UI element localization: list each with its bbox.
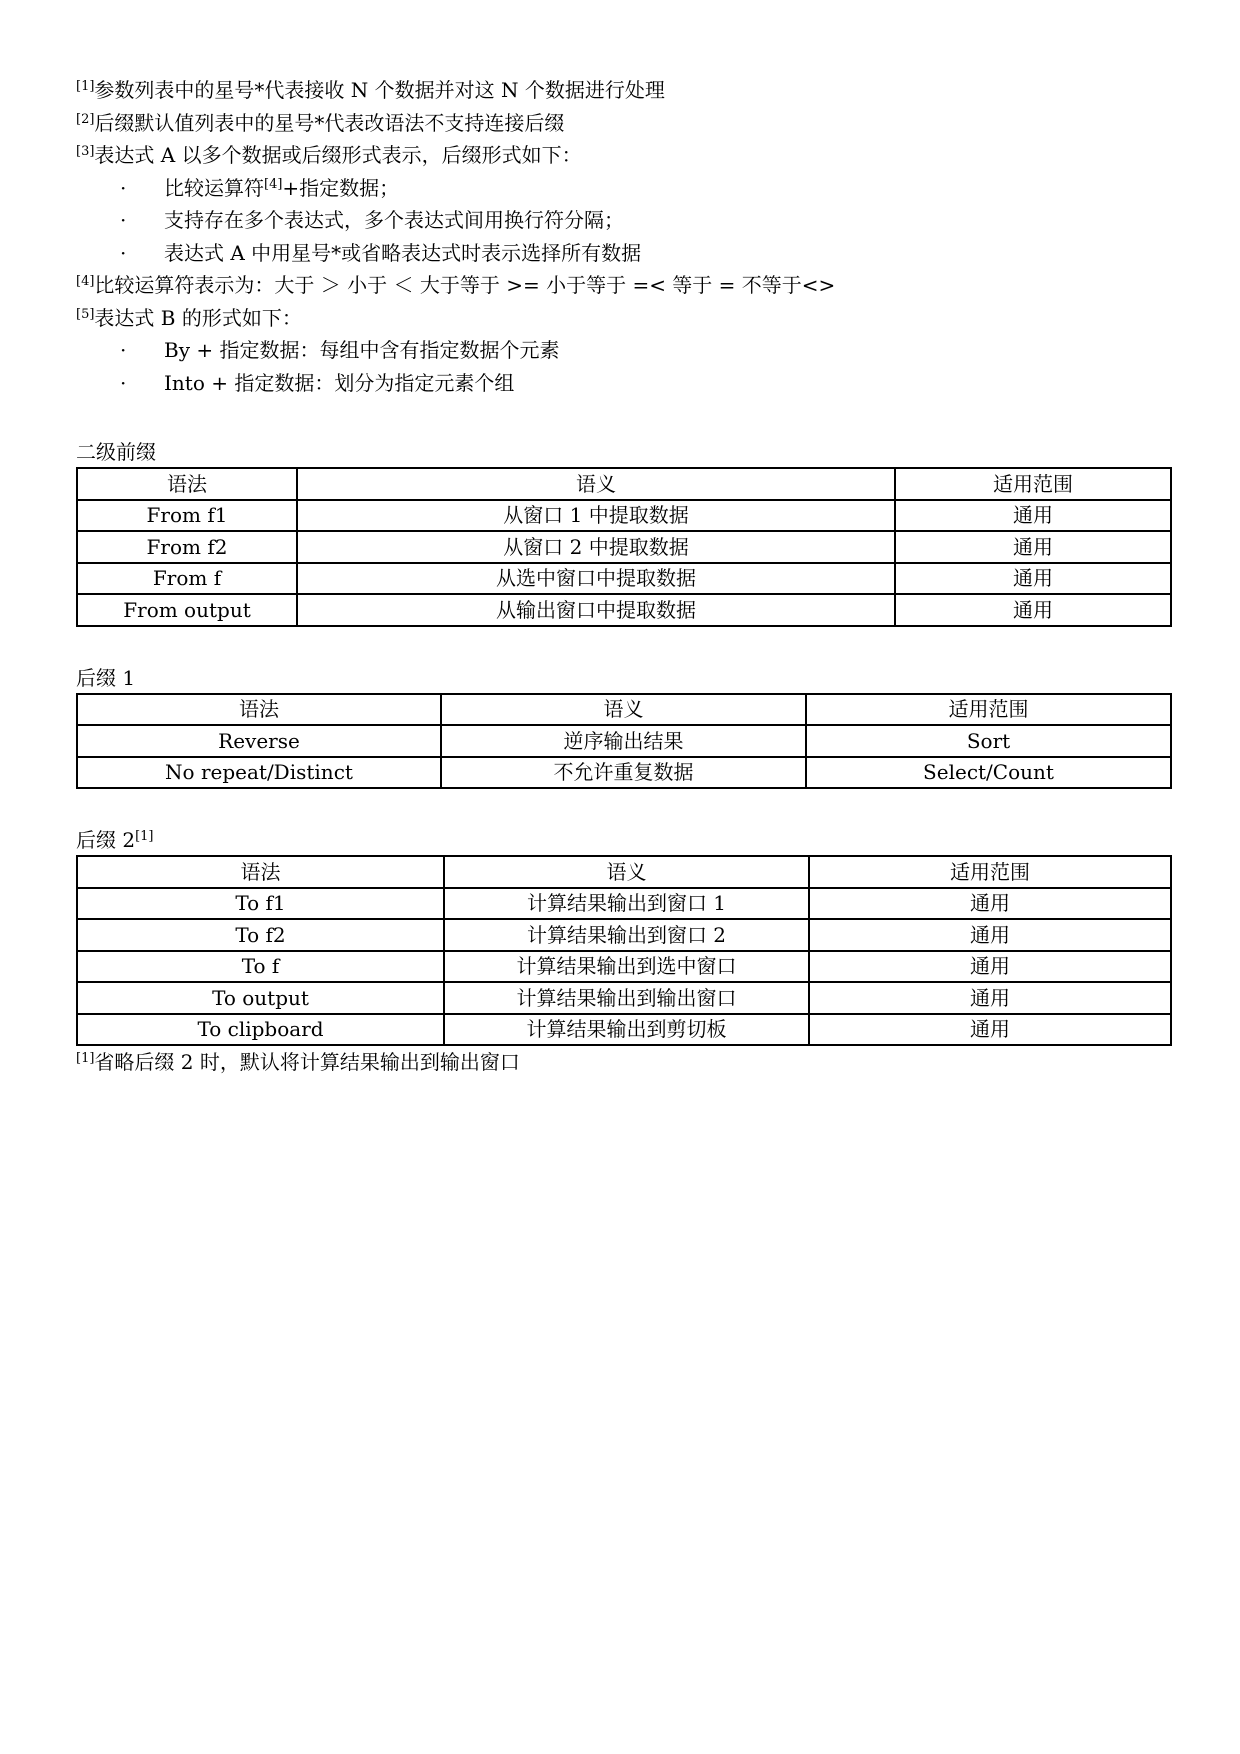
column-header: 语义 <box>297 468 895 500</box>
scope-cell: 通用 <box>809 888 1171 920</box>
syntax-cell: From output <box>77 594 297 626</box>
suffix-1-table <box>76 693 1172 790</box>
scope-cell: Select/Count <box>806 757 1171 789</box>
footnote-mark: [1] <box>76 79 95 94</box>
table-row <box>77 919 1171 951</box>
note-2 <box>76 107 1164 140</box>
footnote-text: 省略后缀 2 时，默认将计算结果输出到输出窗口 <box>94 1050 520 1074</box>
suffix-2-table <box>76 855 1172 1046</box>
note-text: 表达式 A 以多个数据或后缀形式表示，后缀形式如下： <box>94 143 582 167</box>
column-header: 适用范围 <box>895 468 1171 500</box>
scope-cell: 通用 <box>895 563 1171 595</box>
table-header-row <box>77 694 1171 726</box>
table-row <box>77 563 1171 595</box>
scope-cell: 通用 <box>895 594 1171 626</box>
table-header-row <box>77 468 1171 500</box>
semantics-cell: 计算结果输出到窗口 2 <box>444 919 809 951</box>
note-text: 参数列表中的星号*代表接收 N 个数据并对这 N 个数据进行处理 <box>94 78 665 102</box>
footnote-mark: [4] <box>76 274 95 289</box>
syntax-cell: To f2 <box>77 919 444 951</box>
list-item <box>76 334 1164 367</box>
semantics-cell: 从窗口 1 中提取数据 <box>297 500 895 532</box>
note-text: 后缀默认值列表中的星号*代表改语法不支持连接后缀 <box>94 110 565 135</box>
footnote <box>76 1046 1164 1079</box>
list-item <box>76 237 1164 270</box>
syntax-cell: From f1 <box>77 500 297 532</box>
expression-a-list <box>76 172 1164 270</box>
table-row <box>77 982 1171 1014</box>
table-row <box>77 1014 1171 1046</box>
bullet-icon: · <box>120 240 127 265</box>
footnote-mark: [2] <box>76 111 95 127</box>
list-item-text: +指定数据； <box>282 175 400 200</box>
syntax-cell: From f2 <box>77 531 297 563</box>
list-item <box>76 172 1164 205</box>
bullet-icon: · <box>120 338 127 362</box>
table-title-text: 后缀 2 <box>76 828 136 852</box>
semantics-cell: 不允许重复数据 <box>441 757 806 789</box>
note-text: 表达式 B 的形式如下： <box>94 305 302 330</box>
bullet-icon: · <box>120 370 127 395</box>
note-4 <box>76 269 1164 302</box>
table-row <box>77 725 1171 757</box>
semantics-cell: 计算结果输出到剪切板 <box>444 1014 809 1046</box>
table-title-secondary-prefix: 二级前缀 <box>76 440 156 464</box>
column-header: 语义 <box>444 856 809 888</box>
syntax-cell: To f <box>77 951 444 983</box>
scope-cell: Sort <box>806 725 1171 757</box>
column-header: 语法 <box>77 694 441 726</box>
expression-b-list <box>76 334 1164 399</box>
syntax-cell: To output <box>77 982 444 1014</box>
footnote-mark: [4] <box>264 176 283 192</box>
syntax-cell: To clipboard <box>77 1014 444 1046</box>
footnote-mark: [3] <box>76 144 95 159</box>
table-row <box>77 888 1171 920</box>
semantics-cell: 从选中窗口中提取数据 <box>297 563 895 595</box>
table-title-suffix-1: 后缀 1 <box>76 665 136 690</box>
list-item <box>76 367 1164 400</box>
list-item-text: 比较运算符 <box>164 175 264 200</box>
list-item-text: 表达式 A 中用星号*或省略表达式时表示选择所有数据 <box>164 240 642 265</box>
note-3 <box>76 139 1164 172</box>
syntax-cell: To f1 <box>77 888 444 920</box>
table-title-suffix-2 <box>76 825 1164 855</box>
semantics-cell: 从窗口 2 中提取数据 <box>297 531 895 563</box>
footnote-mark: [1] <box>135 829 154 844</box>
note-1 <box>76 74 1164 107</box>
column-header: 语法 <box>77 468 297 500</box>
semantics-cell: 计算结果输出到输出窗口 <box>444 982 809 1014</box>
column-header: 适用范围 <box>806 694 1171 726</box>
semantics-cell: 计算结果输出到选中窗口 <box>444 951 809 983</box>
column-header: 适用范围 <box>809 856 1171 888</box>
footnote-mark: [1] <box>76 1051 95 1066</box>
scope-cell: 通用 <box>895 500 1171 532</box>
table-row <box>77 500 1171 532</box>
list-item-text: Into + 指定数据：划分为指定元素个组 <box>164 370 515 395</box>
table-header-row <box>77 856 1171 888</box>
table-row <box>77 757 1171 789</box>
bullet-icon: · <box>120 208 127 232</box>
scope-cell: 通用 <box>809 951 1171 983</box>
table-row <box>77 531 1171 563</box>
semantics-cell: 从输出窗口中提取数据 <box>297 594 895 626</box>
note-text: 比较运算符表示为：大于 ＞ 小于 ＜ 大于等于 >= 小于等于 =< 等于 = 不等于<> <box>94 273 836 297</box>
column-header: 语法 <box>77 856 444 888</box>
secondary-prefix-table <box>76 467 1172 627</box>
bullet-icon: · <box>120 175 127 200</box>
table-row <box>77 951 1171 983</box>
note-5 <box>76 302 1164 335</box>
column-header: 语义 <box>441 694 806 726</box>
scope-cell: 通用 <box>895 531 1171 563</box>
semantics-cell: 逆序输出结果 <box>441 725 806 757</box>
table-row <box>77 594 1171 626</box>
list-item-text: 支持存在多个表达式，多个表达式间用换行符分隔； <box>164 208 624 232</box>
scope-cell: 通用 <box>809 1014 1171 1046</box>
syntax-cell: Reverse <box>77 725 441 757</box>
list-item <box>76 204 1164 237</box>
list-item-text: By + 指定数据：每组中含有指定数据个元素 <box>164 338 560 362</box>
syntax-cell: From f <box>77 563 297 595</box>
syntax-cell: No repeat/Distinct <box>77 757 441 789</box>
scope-cell: 通用 <box>809 919 1171 951</box>
footnote-mark: [5] <box>76 306 95 322</box>
scope-cell: 通用 <box>809 982 1171 1014</box>
semantics-cell: 计算结果输出到窗口 1 <box>444 888 809 920</box>
